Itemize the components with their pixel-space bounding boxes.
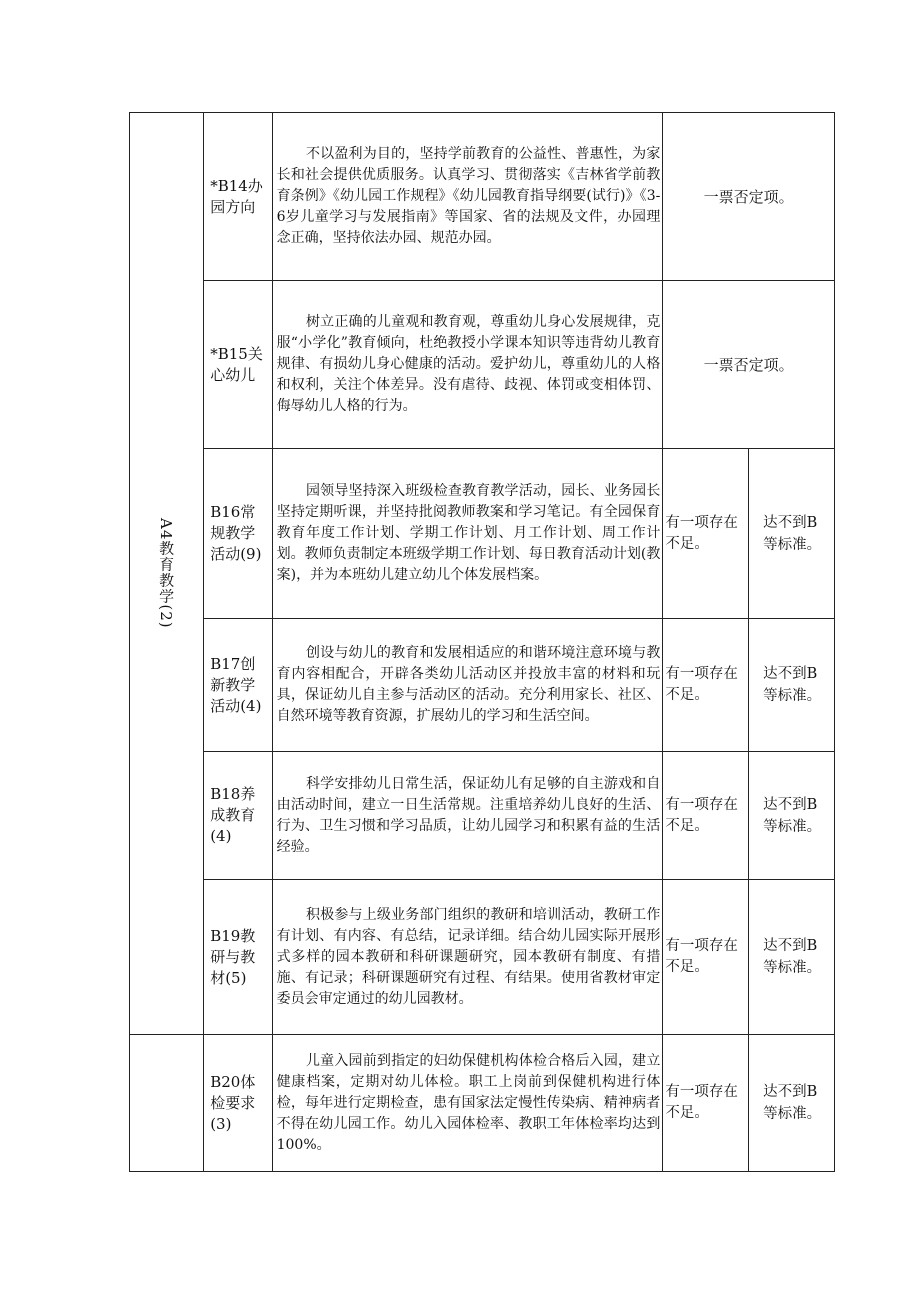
item-cell [204,619,272,752]
lower-grade-cell [749,619,835,752]
content-text: 创设与幼儿的教育和发展相适应的和谐环境注意环境与教育内容相配合，开辟各类幼儿活动区并投放丰富的材料和玩具，保证幼儿自主参与活动区的活动。充分利用家长、社区、自然环境等教育资源，扩展幼儿的学习和生活空间。 [276,645,661,724]
table-row [130,619,835,752]
content-text: 园领导坚持深入班级检查教育教学活动，园长、业务园长坚持定期听课，并坚持批阅教师教案和学习笔记。有全园保育教育年度工作计划、学期工作计划、月工作计划、周工作计划。教师负责制定本班级学期工作计划、每日教育活动计划(教案)，并为本班幼儿建立幼儿个体发展档案。 [276,483,661,583]
item-label: B16常规教学活动(9) [210,503,262,563]
criterion-cell [663,449,749,619]
table-row [130,113,835,281]
aspect-cell-a4 [130,113,204,1035]
content-cell [272,752,663,880]
lower-grade-cell [749,449,835,619]
veto-cell [663,113,835,281]
lower-grade-text: 达不到B等标准。 [763,1084,822,1122]
table-row [130,752,835,880]
content-cell [272,880,663,1035]
item-cell [204,880,272,1035]
evaluation-table [129,112,835,1172]
criterion-text: 有一项存在不足。 [665,796,738,834]
item-label: B19教研与教材(5) [210,926,256,987]
criterion-cell [663,880,749,1035]
lower-grade-cell [749,880,835,1035]
lower-grade-cell [749,752,835,880]
content-text: 积极参与上级业务部门组织的教研和培训活动，教研工作有计划、有内容、有总结，记录详细。结合幼儿园实际开展形式多样的园本教研和科研课题研究，园本教研有制度、有措施、有记录；科研课题研究有过程、有结果。使用省教材审定委员会审定通过的幼儿园教材。 [276,906,661,1007]
content-text: 科学安排幼儿日常生活，保证幼儿有足够的自主游戏和自由活动时间，建立一日生活常规。注重培养幼儿良好的生活、行为、卫生习惯和学习品质，让幼儿园学习和积累有益的生活经验。 [276,775,661,855]
table-row [130,281,835,449]
item-cell [204,752,272,880]
item-label: B18养成教育(4) [210,785,256,845]
lower-grade-text: 达不到B等标准。 [763,796,822,835]
veto-cell [663,281,835,449]
lower-grade-text: 达不到B等标准。 [763,938,822,976]
item-cell [204,281,272,449]
item-label: *B15关心幼儿 [210,344,263,384]
content-cell [272,113,663,281]
criterion-text: 有一项存在不足。 [665,938,738,975]
criterion-cell [663,1035,749,1172]
item-cell [204,1035,272,1172]
content-text: 儿童入园前到指定的妇幼保健机构体检合格后入园，建立健康档案，定期对幼儿体检。职工上岗前到保健机构进行体检，每年进行定期检查，患有国家法定慢性传染病、精神病者不得在幼儿园工作。幼儿入园体检率、教职工年体检率均达到100%。 [276,1052,661,1153]
lower-grade-cell [749,1035,835,1172]
veto-text: 一票否定项。 [703,188,794,206]
item-label: *B14办园方向 [210,176,263,216]
content-cell [272,449,663,619]
content-cell [272,281,663,449]
criterion-cell [663,619,749,752]
aspect-cell-next [130,1035,204,1172]
item-label: B17创新教学活动(4) [210,654,262,715]
content-cell [272,1035,663,1172]
criterion-text: 有一项存在不足。 [665,514,738,552]
content-text: 树立正确的儿童观和教育观，尊重幼儿身心发展规律，克服“小学化”教育倾向，杜绝教授小学课本知识等违背幼儿教育规律、有损幼儿身心健康的活动。爱护幼儿，尊重幼儿的人格和权利，关注个体差异。没有虐待、歧视、体罚或变相体罚、侮辱幼儿人格的行为。 [276,314,661,414]
item-label: B20体检要求(3) [210,1072,256,1133]
criterion-text: 有一项存在不足。 [665,666,738,703]
table-row [130,449,835,619]
item-cell [204,113,272,281]
lower-grade-text: 达不到B等标准。 [763,514,822,553]
content-text: 不以盈利为目的，坚持学前教育的公益性、普惠性，为家长和社会提供优质服务。认真学习、贯彻落实《吉林省学前教育条例》《幼儿园工作规程》《幼儿园教育指导纲要(试行)》《3-6岁儿童学习与发展指南》等国家、省的法规及文件，办园理念正确，坚持依法办园、规范办园。 [276,146,661,246]
veto-text: 一票否定项。 [703,356,794,374]
lower-grade-text: 达不到B等标准。 [763,666,822,704]
content-cell [272,619,663,752]
aspect-label: A4教育教学(2) [157,518,176,629]
criterion-cell [663,752,749,880]
table-row [130,880,835,1035]
table-row [130,1035,835,1172]
criterion-text: 有一项存在不足。 [665,1084,738,1121]
item-cell [204,449,272,619]
